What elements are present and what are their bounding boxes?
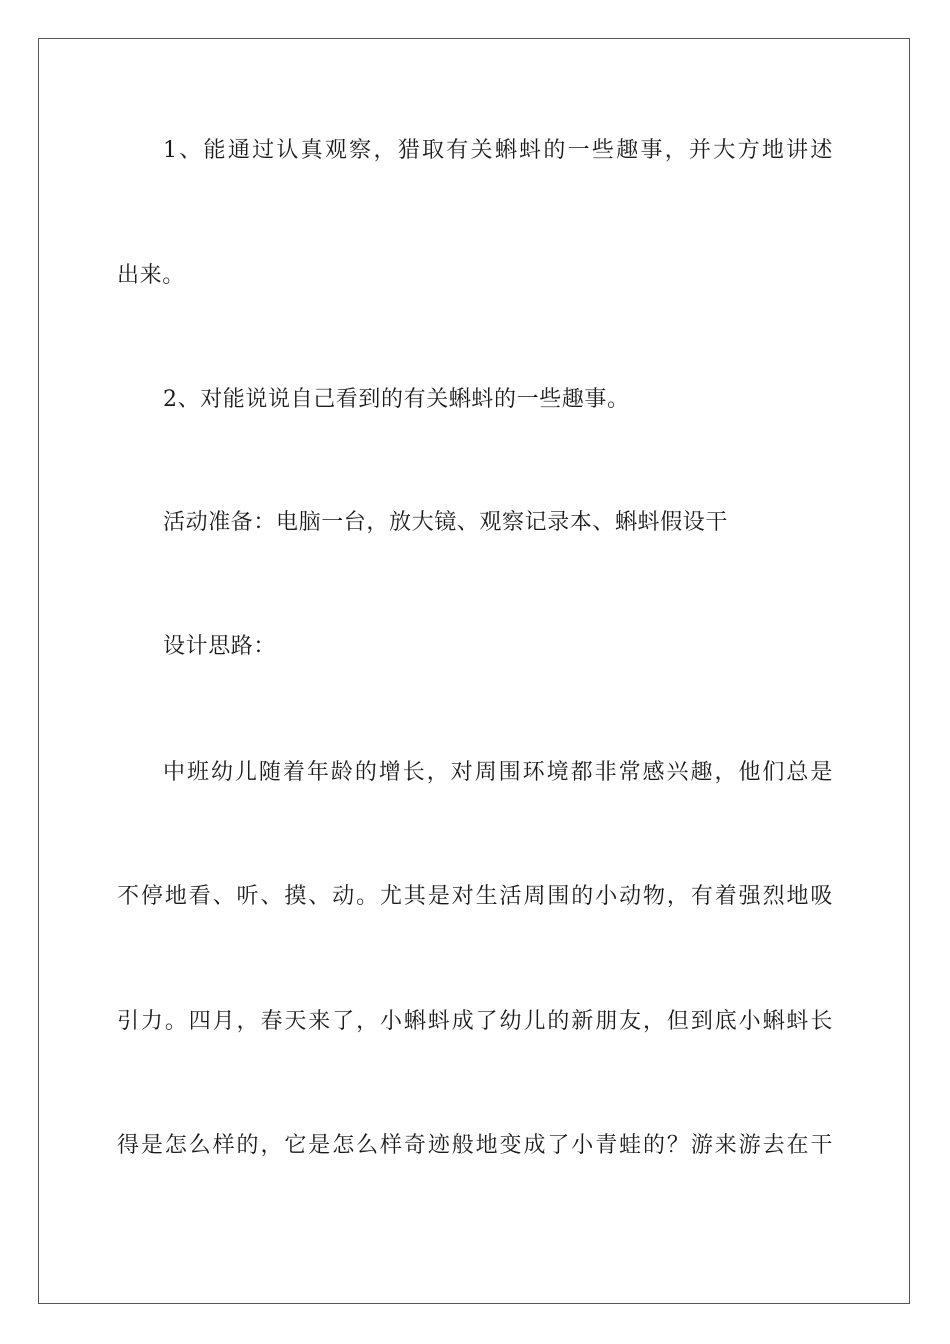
design-paragraph-line-3: 引力。四月，春天来了，小蝌蚪成了幼儿的新朋友，但到底小蝌蚪长: [117, 1009, 833, 1034]
design-paragraph-line-2: 不停地看、听、摸、动。尤其是对生活周围的小动物，有着强烈地吸: [117, 884, 833, 909]
design-paragraph-line-1: 中班幼儿随着年龄的增长，对周围环境都非常感兴趣，他们总是: [163, 760, 833, 785]
objective-1-line-1: 1、能通过认真观察，猎取有关蝌蚪的一些趣事，并大方地讲述: [163, 138, 833, 163]
design-paragraph-line-4: 得是怎么样的，它是怎么样奇迹般地变成了小青蛙的？游来游去在干: [117, 1133, 833, 1158]
design-idea-heading: 设计思路：: [163, 634, 277, 659]
objective-1-line-2: 出来。: [117, 263, 185, 288]
objective-2: 2、对能说说自己看到的有关蝌蚪的一些趣事。: [163, 387, 630, 412]
activity-preparation: 活动准备：电脑一台，放大镜、观察记录本、蝌蚪假设干: [163, 510, 729, 535]
page-border: [38, 38, 910, 1304]
